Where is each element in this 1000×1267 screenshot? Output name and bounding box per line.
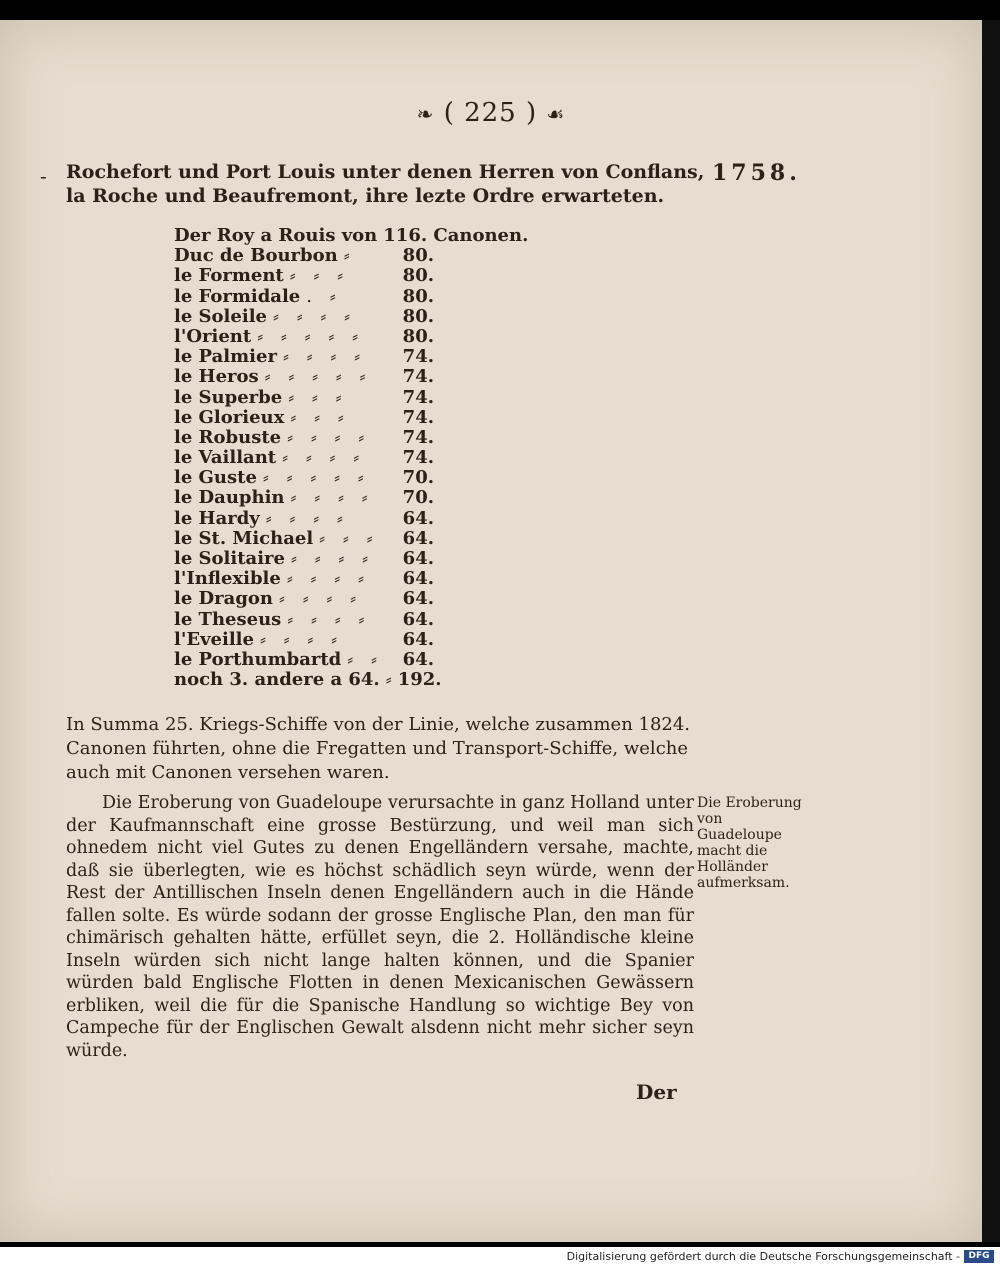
ship-row <box>174 408 434 428</box>
margin-dash: - <box>40 164 47 188</box>
ship-row <box>174 569 434 589</box>
ship-dots: ⸗ ⸗ ⸗ <box>319 527 379 549</box>
ship-row <box>174 428 434 448</box>
ship-guns: 64. <box>402 568 434 590</box>
ship-dots: ⸗ ⸗ ⸗ <box>290 406 350 428</box>
ship-dots: ⸗ ⸗ ⸗ ⸗ <box>290 487 374 509</box>
ship-guns: 74. <box>402 447 434 469</box>
ship-dots: ⸗ ⸗ ⸗ <box>288 386 348 408</box>
margin-note: Die Eroberung von Guadeloupe macht die Holländer aufmerksam. <box>697 795 802 891</box>
ship-guns: 80. <box>402 265 434 287</box>
margin-year: 1758. <box>712 160 801 186</box>
ship-row <box>174 549 434 569</box>
ship-dots: ⸗ <box>343 245 356 267</box>
ship-name: noch 3. andere a 64. <box>174 669 380 691</box>
ship-dots: ⸗ ⸗ ⸗ ⸗ <box>287 426 371 448</box>
ship-guns: 64. <box>402 507 434 529</box>
ship-dots: ⸗ ⸗ ⸗ ⸗ <box>265 507 349 529</box>
ship-name: le Palmier <box>174 346 277 368</box>
ship-name: le Guste <box>174 467 257 489</box>
ship-name: le Hardy <box>174 507 260 529</box>
ship-name: le Formidale <box>174 285 301 307</box>
ship-guns: 74. <box>402 346 434 368</box>
ship-name: le Glorieux <box>174 406 285 428</box>
ship-guns: 74. <box>402 386 434 408</box>
ship-name: le Porthumbartd <box>174 648 342 670</box>
ship-dots: . ⸗ <box>306 285 342 307</box>
ship-name: Duc de Bourbon <box>174 245 338 267</box>
ship-row <box>174 448 434 468</box>
ship-guns: 74. <box>402 426 434 448</box>
ship-dots: ⸗ ⸗ ⸗ ⸗ <box>286 568 370 590</box>
ship-name: Der Roy a Rouis von <box>174 225 378 246</box>
ship-row <box>174 669 442 691</box>
ship-dots: ⸗ ⸗ <box>347 648 383 670</box>
ship-row <box>174 589 434 609</box>
ship-guns: 70. <box>402 467 434 489</box>
ship-name: le Superbe <box>174 386 283 408</box>
ship-row <box>174 488 434 508</box>
ship-guns: 64. <box>402 648 434 670</box>
ship-name: le Robuste <box>174 426 282 448</box>
ship-dots: ⸗ ⸗ ⸗ ⸗ <box>282 346 367 368</box>
ship-guns: 74. <box>402 406 434 428</box>
ship-name: le Heros <box>174 366 259 388</box>
ship-row <box>174 529 434 549</box>
ship-row <box>174 509 434 529</box>
ship-guns: 64. <box>402 548 434 569</box>
page-edge <box>982 20 1000 1242</box>
ship-guns: 192. <box>397 669 442 691</box>
main-paragraph: Die Eroberung von Guadeloupe verursachte in ganz Holland unter der Kaufmannschaft eine grosse Bestürzung, und weil man sich ohnedem nicht viel Gutes zu denen Engelländern versahe, machte, daß sie überlegten, wie es höchst schädlich seyn würde, wenn der Rest der Antillischen Inseln denen Engelländern auch in die Hände fallen solte. Es würde sodann der grosse Englische Plan, den man für chimärisch gehalten hätte, erfüllet seyn, die 2. Holländische kleine Inseln würden sich nicht lange halten können, und die Spanier würden bald Englische Flotten in denen Mexicanischen Gewässern erbliken, weil die für die Spanische Handlung so wichtige Bey von Campeche für der Englischen Gewalt alsdenn nicht mehr sicher seyn würde. <box>66 793 694 1061</box>
ship-dots: ⸗ ⸗ ⸗ ⸗ <box>279 588 363 610</box>
ship-guns: 80. <box>402 285 434 307</box>
intro-paragraph: Rochefort und Port Louis unter denen Herren von Conflans, la Roche und Beaufremont, ihre lezte Ordre erwarteten. <box>66 161 705 207</box>
ship-name: le Soleile <box>174 305 267 327</box>
ship-guns: 64. <box>402 608 434 630</box>
ship-name: le Theseus <box>174 608 282 630</box>
page-number: ( 225 ) <box>443 98 538 128</box>
ship-name: l'Inflexible <box>174 568 281 590</box>
ship-dots: ⸗ ⸗ ⸗ ⸗ ⸗ <box>264 366 372 388</box>
ship-guns: 64. <box>402 527 434 549</box>
ship-name: l'Orient <box>174 325 252 347</box>
ship-name: l'Eveille <box>174 628 254 650</box>
ship-guns: 64. <box>402 628 434 650</box>
ship-name: le Forment <box>174 265 284 287</box>
ship-dots: ⸗ <box>385 669 398 691</box>
page-header <box>0 98 982 128</box>
ship-dots: ⸗ ⸗ ⸗ ⸗ <box>272 305 357 327</box>
ship-guns: 80. <box>402 305 434 327</box>
ship-dots: ⸗ ⸗ ⸗ <box>289 265 350 287</box>
ship-dots: ⸗ ⸗ ⸗ ⸗ <box>259 628 344 650</box>
ship-dots: ⸗ ⸗ ⸗ ⸗ ⸗ <box>262 467 370 489</box>
ship-row <box>174 650 434 670</box>
ship-row <box>174 307 434 327</box>
ship-name: le St. Michael <box>174 527 314 549</box>
ship-row <box>174 347 434 367</box>
ship-name: le Vaillant <box>174 447 277 469</box>
ship-guns: 64. <box>402 588 434 610</box>
ship-row <box>174 266 434 286</box>
ornament-right-icon: ☙ <box>546 102 566 126</box>
ship-guns: 70. <box>402 487 434 509</box>
ship-row <box>174 327 434 347</box>
ship-name: le Dragon <box>174 588 273 610</box>
summary-paragraph: In Summa 25. Kriegs-Schiffe von der Linie, welche zusammen 1824. Canonen führten, ohne die Fregatten und Transport-Schiffe, welche auch mit Canonen versehen waren. <box>66 714 691 783</box>
ship-row <box>174 388 434 408</box>
ship-guns: 80. <box>402 325 434 347</box>
ship-row <box>174 367 434 387</box>
catchword: Der <box>636 1080 677 1104</box>
ship-row <box>174 225 529 246</box>
ship-row <box>174 630 434 650</box>
ship-dots: ⸗ ⸗ ⸗ ⸗ <box>291 548 375 569</box>
ship-dots: ⸗ ⸗ ⸗ ⸗ ⸗ <box>257 325 365 347</box>
ship-name: le Dauphin <box>174 487 285 509</box>
ship-dots: ⸗ ⸗ ⸗ ⸗ <box>282 447 366 469</box>
ship-row <box>174 287 434 307</box>
ship-dots: ⸗ ⸗ ⸗ ⸗ <box>287 608 371 630</box>
ship-list <box>174 225 529 691</box>
ship-guns: 80. <box>402 245 434 267</box>
footer-bar <box>0 1247 1000 1267</box>
footer-credit: Digitalisierung gefördert durch die Deutsche Forschungsgemeinschaft - <box>566 1250 960 1263</box>
dfg-logo-icon: DFG <box>964 1250 994 1263</box>
ornament-left-icon: ❧ <box>416 102 435 126</box>
ship-row <box>174 468 434 488</box>
ship-row <box>174 246 434 266</box>
ship-row <box>174 610 434 630</box>
ship-guns: 116. Canonen. <box>383 225 529 246</box>
ship-name: le Solitaire <box>174 548 285 569</box>
ship-guns: 74. <box>402 366 434 388</box>
